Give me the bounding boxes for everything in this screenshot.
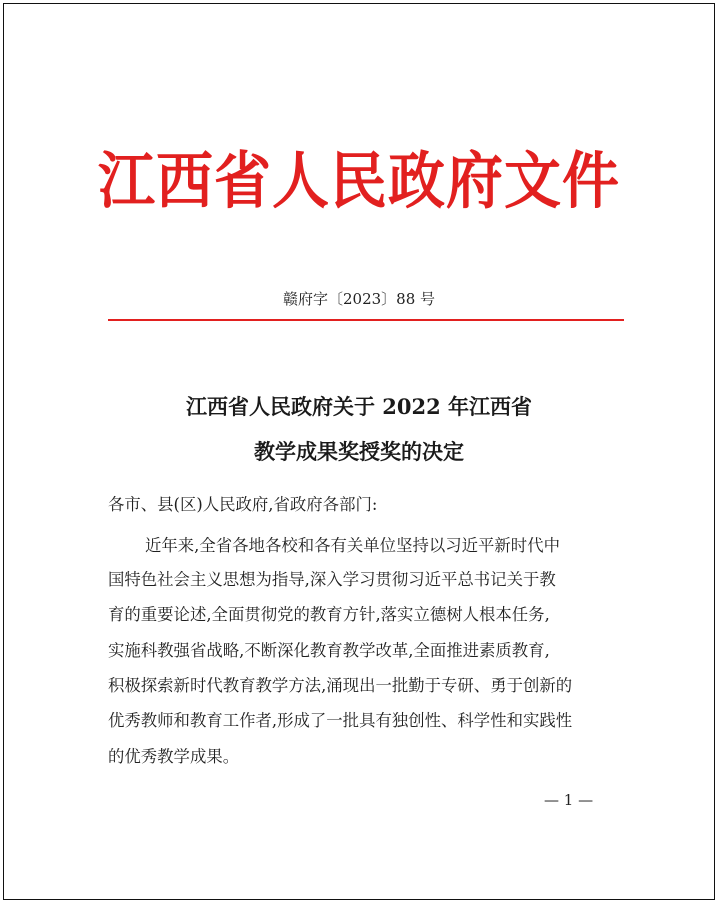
- issuer-header: 江西省人民政府文件: [98, 144, 620, 218]
- salutation: 各市、县(区)人民政府,省政府各部门:: [108, 495, 378, 514]
- document-title-line-1: 江西省人民政府关于 2022 年江西省: [185, 394, 533, 419]
- paragraph-line: 育的重要论述,全面贯彻党的教育方针,落实立德树人根本任务,: [108, 605, 550, 624]
- document-title-line-2: 教学成果奖授奖的决定: [254, 439, 464, 464]
- page-number: — 1 —: [544, 791, 594, 809]
- paragraph-line: 近年来,全省各地各校和各有关单位坚持以习近平新时代中: [145, 536, 560, 555]
- document-page: [3, 3, 715, 900]
- document-number: 赣府字〔2023〕88 号: [282, 290, 436, 308]
- paragraph-line: 国特色社会主义思想为指导,深入学习贯彻习近平总书记关于教: [108, 570, 556, 589]
- paragraph-line: 优秀教师和教育工作者,形成了一批具有独创性、科学性和实践性: [108, 711, 573, 730]
- red-divider: [108, 319, 624, 321]
- paragraph-line: 积极探索新时代教育教学方法,涌现出一批勤于专研、勇于创新的: [108, 676, 573, 695]
- paragraph-line: 的优秀教学成果。: [108, 747, 240, 766]
- paragraph-line: 实施科教强省战略,不断深化教育教学改革,全面推进素质教育,: [108, 641, 550, 660]
